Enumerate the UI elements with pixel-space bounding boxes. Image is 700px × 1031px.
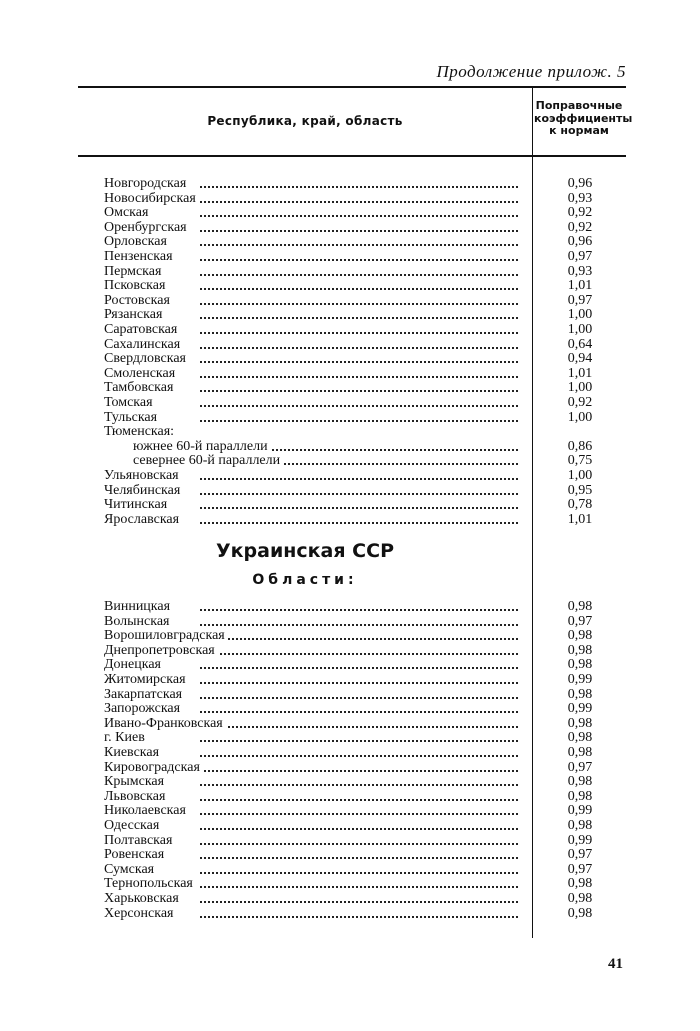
- region-name: Закарпатская: [104, 688, 185, 703]
- dot-leader: [200, 697, 518, 699]
- region-name: Тюменская:: [104, 425, 177, 440]
- dot-leader: [200, 784, 518, 786]
- region-name: Сахалинская: [104, 338, 183, 353]
- coefficient-value: 0,86: [567, 438, 593, 454]
- table-row: [0, 381, 700, 396]
- coefficient-value: 0,93: [567, 263, 593, 279]
- coefficient-header-line: к нормам: [549, 124, 609, 137]
- region-name: Саратовская: [104, 323, 180, 338]
- table-row: [0, 702, 700, 717]
- region-name: Одесская: [104, 819, 162, 834]
- dot-leader: [200, 332, 518, 334]
- table-row: [0, 308, 700, 323]
- coefficient-value: 0,98: [567, 628, 593, 644]
- coefficient-value: 0,98: [567, 686, 593, 702]
- region-name: Днепропетровская: [104, 644, 218, 659]
- region-name: Сумская: [104, 863, 157, 878]
- region-name: Николаевская: [104, 804, 189, 819]
- header-rule: [78, 155, 626, 157]
- table-row: [0, 279, 700, 294]
- region-name: Свердловская: [104, 352, 189, 367]
- dot-leader: [200, 244, 518, 246]
- region-name: Новосибирская: [104, 192, 199, 207]
- region-name: Пензенская: [104, 250, 176, 265]
- region-name: Херсонская: [104, 907, 177, 922]
- dot-leader: [200, 376, 518, 378]
- region-name: Ровенская: [104, 848, 167, 863]
- table-row: [0, 804, 700, 819]
- coefficient-value: 1,00: [567, 380, 593, 396]
- dot-leader: [200, 420, 518, 422]
- table-row: [0, 454, 700, 469]
- coefficient-value: 0,97: [567, 613, 593, 629]
- region-name: Омская: [104, 206, 151, 221]
- table-row: [0, 221, 700, 236]
- region-name: Рязанская: [104, 308, 165, 323]
- region-name: Запорожская: [104, 702, 183, 717]
- table-row: [0, 834, 700, 849]
- region-name: Псковская: [104, 279, 168, 294]
- column-header-coefficient: [534, 99, 633, 138]
- table-row: [0, 425, 700, 440]
- coefficient-header-line: Поправочные: [535, 99, 623, 112]
- table-row: [0, 790, 700, 805]
- table-row: [0, 775, 700, 790]
- column-header-region: Республика, край, область: [207, 114, 403, 128]
- region-name: Ворошиловградская: [104, 629, 228, 644]
- coefficient-value: 0,94: [567, 351, 593, 367]
- dot-leader: [200, 857, 518, 859]
- table-row: [0, 644, 700, 659]
- table-row: [0, 731, 700, 746]
- table-row: [0, 352, 700, 367]
- dot-leader: [200, 638, 518, 640]
- region-name: Кировоградская: [104, 761, 203, 776]
- coefficient-value: 0,98: [567, 642, 593, 658]
- dot-leader: [200, 711, 518, 713]
- coefficient-value: 0,98: [567, 730, 593, 746]
- dot-leader: [200, 653, 518, 655]
- dot-leader: [200, 317, 518, 319]
- region-name: Волынская: [104, 615, 173, 630]
- table-row: [0, 629, 700, 644]
- dot-leader: [200, 274, 518, 276]
- coefficient-value: 1,01: [567, 365, 593, 381]
- coefficient-value: 1,00: [567, 409, 593, 425]
- table-row: [0, 396, 700, 411]
- region-name: Ярославская: [104, 513, 182, 528]
- section-title: Украинская ССР: [215, 540, 394, 562]
- coefficient-value: 1,01: [567, 278, 593, 294]
- region-name: Ростовская: [104, 294, 173, 309]
- table-row: [0, 338, 700, 353]
- coefficient-value: 0,96: [567, 176, 593, 191]
- table-row: [0, 265, 700, 280]
- table-row: [0, 863, 700, 878]
- dot-leader: [200, 872, 518, 874]
- region-name: Томская: [104, 396, 156, 411]
- dot-leader: [200, 770, 518, 772]
- coefficient-value: 0,92: [567, 219, 593, 235]
- coefficient-value: 0,98: [567, 774, 593, 790]
- dot-leader: [200, 828, 518, 830]
- dot-leader: [200, 215, 518, 217]
- coefficient-value: 0,98: [567, 876, 593, 892]
- dot-leader: [200, 813, 518, 815]
- coefficient-value: 1,00: [567, 322, 593, 337]
- coefficient-value: 0,98: [567, 788, 593, 804]
- dot-leader: [200, 886, 518, 888]
- region-name: Донецкая: [104, 658, 164, 673]
- coefficient-value: 0,64: [567, 336, 593, 352]
- dot-leader: [200, 259, 518, 261]
- coefficient-value: 0,99: [567, 803, 593, 819]
- dot-leader: [200, 478, 518, 480]
- region-name: Житомирская: [104, 673, 189, 688]
- region-name: Тамбовская: [104, 381, 176, 396]
- region-name: Тульская: [104, 411, 160, 426]
- page-number: 41: [608, 956, 623, 972]
- table-row: [0, 498, 700, 513]
- dot-leader: [200, 507, 518, 509]
- coefficient-value: 0,97: [567, 249, 593, 264]
- dot-leader: [200, 799, 518, 801]
- region-name: Пермская: [104, 265, 164, 280]
- dot-leader: [200, 901, 518, 903]
- coefficient-value: 0,99: [567, 701, 593, 717]
- coefficient-value: 1,01: [567, 511, 593, 527]
- coefficient-value: 0,98: [567, 905, 593, 921]
- coefficient-value: 0,92: [567, 395, 593, 410]
- dot-leader: [200, 624, 518, 626]
- table-row: [0, 192, 700, 207]
- dot-leader: [200, 230, 518, 232]
- coefficient-value: 0,98: [567, 891, 593, 906]
- region-name: г. Киев: [104, 731, 148, 746]
- dot-leader: [200, 390, 518, 392]
- region-name: Винницкая: [104, 600, 173, 615]
- region-name: Читинская: [104, 498, 170, 513]
- coefficient-value: 0,99: [567, 672, 593, 687]
- coefficient-value: 0,98: [567, 599, 593, 614]
- coefficient-value: 1,00: [567, 468, 593, 483]
- table-row: [0, 367, 700, 382]
- table-row: [0, 907, 700, 922]
- table-row: [0, 819, 700, 834]
- coefficient-value: 0,97: [567, 847, 593, 863]
- dot-leader: [200, 493, 518, 495]
- table-row: [0, 250, 700, 265]
- coefficient-value: 0,95: [567, 482, 593, 498]
- region-name: Челябинская: [104, 484, 183, 499]
- table-row: [0, 177, 700, 192]
- region-name: южнее 60-й параллели: [133, 440, 271, 455]
- dot-leader: [200, 405, 518, 407]
- coefficient-value: 0,98: [567, 745, 593, 760]
- coefficient-value: 0,93: [567, 190, 593, 206]
- region-name: Смоленская: [104, 367, 178, 382]
- dot-leader: [200, 916, 518, 918]
- table-row: [0, 615, 700, 630]
- region-name: Орловская: [104, 235, 170, 250]
- dot-leader: [200, 522, 518, 524]
- coefficient-value: 0,97: [567, 861, 593, 877]
- table-row: [0, 469, 700, 484]
- coefficient-value: 0,96: [567, 234, 593, 250]
- table-row: [0, 877, 700, 892]
- dot-leader: [200, 740, 518, 742]
- running-head: Продолжение прилож. 5: [436, 62, 626, 81]
- table-row: [0, 848, 700, 863]
- table-row: [0, 484, 700, 499]
- region-name: Ивано-Франковская: [104, 717, 226, 732]
- coefficient-value: 0,98: [567, 657, 593, 673]
- table-row: [0, 513, 700, 528]
- table-row: [0, 717, 700, 732]
- table-row: [0, 658, 700, 673]
- table-row: [0, 294, 700, 309]
- region-name: Оренбургская: [104, 221, 190, 236]
- dot-leader: [200, 303, 518, 305]
- table-row: [0, 600, 700, 615]
- table-row: [0, 673, 700, 688]
- region-name: Новгородская: [104, 177, 189, 192]
- dot-leader: [200, 843, 518, 845]
- coefficient-value: 0,75: [567, 453, 593, 469]
- dot-leader: [200, 755, 518, 757]
- table-row: [0, 411, 700, 426]
- table-row: [0, 688, 700, 703]
- coefficient-value: 0,99: [567, 832, 593, 848]
- table-row: [0, 440, 700, 455]
- dot-leader: [200, 201, 518, 203]
- region-name: Тернопольская: [104, 877, 196, 892]
- dot-leader: [200, 682, 518, 684]
- coefficient-value: 0,92: [567, 205, 593, 221]
- coefficient-value: 0,78: [567, 497, 593, 513]
- table-row: [0, 746, 700, 761]
- table-row: [0, 206, 700, 221]
- region-name: Полтавская: [104, 834, 175, 849]
- table-row: [0, 323, 700, 338]
- dot-leader: [200, 186, 518, 188]
- region-name: севернее 60-й параллели: [133, 454, 283, 469]
- table-row: [0, 761, 700, 776]
- dot-leader: [200, 361, 518, 363]
- top-rule: [78, 86, 626, 88]
- section-subtitle: Области:: [252, 572, 358, 588]
- coefficient-value: 0,97: [567, 292, 593, 308]
- dot-leader: [200, 726, 518, 728]
- dot-leader: [200, 609, 518, 611]
- dot-leader: [200, 288, 518, 290]
- coefficient-value: 0,98: [567, 715, 593, 731]
- table-row: [0, 892, 700, 907]
- coefficient-value: 0,98: [567, 818, 593, 833]
- region-name: Ульяновская: [104, 469, 182, 484]
- dot-leader: [200, 667, 518, 669]
- region-name: Харьковская: [104, 892, 182, 907]
- coefficient-header-line: коэффициенты: [534, 111, 633, 125]
- coefficient-value: 1,00: [567, 307, 593, 323]
- region-name: Крымская: [104, 775, 167, 790]
- coefficient-value: 0,97: [567, 759, 593, 775]
- table-row: [0, 235, 700, 250]
- dot-leader: [200, 347, 518, 349]
- region-name: Киевская: [104, 746, 162, 761]
- region-name: Львовская: [104, 790, 168, 805]
